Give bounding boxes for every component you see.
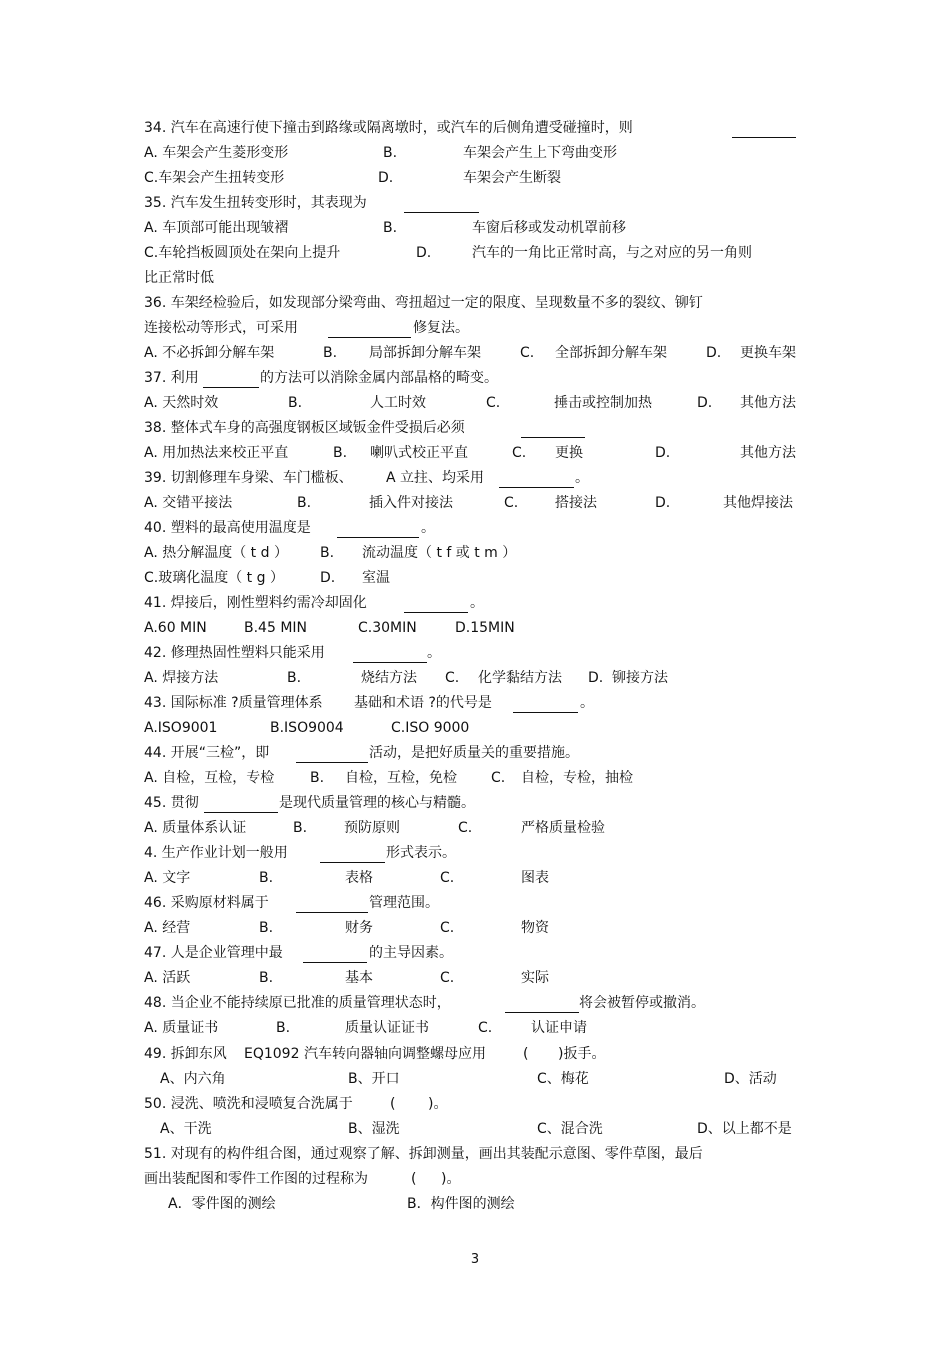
option-text: A. 天然时效 xyxy=(144,395,219,411)
option-text: 人工时效 xyxy=(370,395,426,411)
option-letter: B. xyxy=(310,770,325,786)
question-36-stem-tail: 修复法。 xyxy=(413,320,469,336)
option-text: 车架会产生断裂 xyxy=(463,170,561,186)
option-text: C.ISO 9000 xyxy=(391,720,470,736)
question-48-stem-tail: 将会被暂停或撤消。 xyxy=(579,995,705,1011)
option-text: A.60 MIN xyxy=(144,620,207,636)
answer-blank xyxy=(296,747,368,763)
option-text: A.ISO9001 xyxy=(144,720,218,736)
question-46-stem: 46. 采购原材料属于 xyxy=(144,895,269,911)
option-text: 财务 xyxy=(345,920,373,936)
option-letter: B. xyxy=(320,545,335,561)
question-45-stem-tail: 是现代质量管理的核心与精髓。 xyxy=(279,795,475,811)
option-text: C.车架会产生扭转变形 xyxy=(144,170,285,186)
option-letter: B. xyxy=(287,670,302,686)
option-letter: C. xyxy=(440,970,455,986)
option-text: 化学黏结方法 xyxy=(478,670,562,686)
option-text: B.45 MIN xyxy=(244,620,307,636)
option-text: C.车轮挡板圆顶处在架向上提升 xyxy=(144,245,341,261)
question-44-stem-tail: 活动，是把好质量关的重要措施。 xyxy=(369,745,579,761)
option-text: A. 焊接方法 xyxy=(144,670,219,686)
option-text: 捶击或控制加热 xyxy=(554,395,652,411)
option-text: 搭接法 xyxy=(555,495,597,511)
question-43-stem: 43. 国际标准 ?质量管理体系 xyxy=(144,695,323,711)
option-text: 预防原则 xyxy=(344,820,400,836)
answer-blank xyxy=(505,997,579,1013)
option-text: 室温 xyxy=(362,570,390,586)
option-text: 插入件对接法 xyxy=(369,495,453,511)
option-text: 更换车架 xyxy=(740,345,796,361)
question-48-stem: 48. 当企业不能持续原已批准的质量管理状态时， xyxy=(144,995,451,1011)
question-39-stem-tail: 。 xyxy=(575,470,589,486)
option-letter: D. xyxy=(416,245,432,261)
option-letter: C. xyxy=(445,670,460,686)
option-letter: B. xyxy=(259,870,274,886)
question-36-stem-line2: 连接松动等形式，可采用 xyxy=(144,320,298,336)
option-letter: C. xyxy=(440,920,455,936)
option-text: C.30MIN xyxy=(358,620,417,636)
option-text: A. 文字 xyxy=(144,870,191,886)
option-letter: C. xyxy=(478,1020,493,1036)
option-text: 基本 xyxy=(345,970,373,986)
question-37-stem-tail: 的方法可以消除金属内部晶格的畸变。 xyxy=(260,370,498,386)
option-letter: D. xyxy=(697,395,713,411)
question-36-stem: 36. 车架经检验后，如发现部分梁弯曲、弯扭超过一定的限度、呈现数量不多的裂纹、铆钉 xyxy=(144,295,703,311)
question-42-stem-tail: 。 xyxy=(427,645,441,661)
option-text: 更换 xyxy=(555,445,583,461)
option-text: B、湿洗 xyxy=(348,1121,400,1137)
option-text: 其他焊接法 xyxy=(723,495,793,511)
question-44-stem: 44. 开展“三检”，即 xyxy=(144,745,270,761)
option-letter: D. xyxy=(320,570,336,586)
question-39-stem-mid: A 立拄、均采用 xyxy=(386,470,485,486)
option-letter: B. xyxy=(259,970,274,986)
option-letter: B. xyxy=(297,495,312,511)
option-text: 实际 xyxy=(521,970,549,986)
option-text: A. 质量证书 xyxy=(144,1020,219,1036)
option-letter: B. xyxy=(323,345,338,361)
option-text: A. 活跃 xyxy=(144,970,191,986)
option-text: 局部拆卸分解车架 xyxy=(369,345,481,361)
option-letter: C. xyxy=(458,820,473,836)
option-letter: B. xyxy=(288,395,303,411)
option-text: D、以上都不是 xyxy=(697,1121,792,1137)
option-text: D.15MIN xyxy=(455,620,515,636)
option-text: D、活动 xyxy=(724,1071,777,1087)
option-text: 汽车的一角比正常时高，与之对应的另一角则 xyxy=(472,245,752,261)
option-letter: C. xyxy=(440,870,455,886)
option-text: 铆接方法 xyxy=(612,670,668,686)
option-text: 质量认证证书 xyxy=(345,1020,429,1036)
option-text: 认证申请 xyxy=(531,1020,587,1036)
option-letter: C. xyxy=(491,770,506,786)
answer-blank xyxy=(732,122,796,138)
question-34-option-row: A. 车架会产生菱形变形 xyxy=(144,145,289,161)
option-text: 物资 xyxy=(521,920,549,936)
question-51-stem-tail: )。 xyxy=(441,1171,461,1187)
question-43-stem-tail: 。 xyxy=(580,695,594,711)
option-text: A. 经营 xyxy=(144,920,191,936)
question-50-stem-tail: )。 xyxy=(428,1096,448,1112)
option-text: 烧结方法 xyxy=(361,670,417,686)
option-text: A. 不必拆卸分解车架 xyxy=(144,345,275,361)
option-text: B.ISO9004 xyxy=(270,720,344,736)
option-text: A、内六角 xyxy=(160,1071,226,1087)
option-text: C.玻璃化温度（ t g ） xyxy=(144,570,284,586)
bracket-open: ( xyxy=(523,1046,529,1062)
bracket-open: ( xyxy=(390,1096,396,1112)
option-text: 其他方法 xyxy=(740,395,796,411)
answer-blank xyxy=(513,697,578,713)
option-letter: C. xyxy=(520,345,535,361)
answer-blank xyxy=(521,422,585,438)
question-50-stem: 50. 浸洗、喷洗和浸喷复合洗属于 xyxy=(144,1096,353,1112)
question-4-stem-tail: 形式表示。 xyxy=(386,845,456,861)
answer-blank xyxy=(303,947,367,963)
question-42-stem: 42. 修理热固性塑料只能采用 xyxy=(144,645,325,661)
question-40-stem: 40. 塑料的最高使用温度是 xyxy=(144,520,311,536)
option-text: A．零件图的测绘 xyxy=(168,1196,276,1212)
option-text: A、干洗 xyxy=(160,1121,212,1137)
option-text: C、梅花 xyxy=(537,1071,589,1087)
question-39-stem: 39. 切割修理车身梁、车门槛板、 xyxy=(144,470,353,486)
question-41-stem: 41. 焊接后，刚性塑料约需冷却固化 xyxy=(144,595,367,611)
option-text: A. 交错平接法 xyxy=(144,495,233,511)
option-text: A. 质量体系认证 xyxy=(144,820,247,836)
question-49-stem: 49. 拆卸东风 xyxy=(144,1046,227,1062)
question-4-stem: 4. 生产作业计划一般用 xyxy=(144,845,288,861)
question-43-stem-mid: 基础和术语 ?的代号是 xyxy=(354,695,492,711)
question-35-stem: 35. 汽车发生扭转变形时，其表现为 xyxy=(144,195,367,211)
option-text: A. 用加热法来校正平直 xyxy=(144,445,289,461)
option-letter: B. xyxy=(383,220,398,236)
option-text: 全部拆卸分解车架 xyxy=(555,345,667,361)
option-text: 自检，互检，免检 xyxy=(345,770,457,786)
question-51-stem-line2: 画出装配图和零件工作图的过程称为 xyxy=(144,1171,368,1187)
answer-blank xyxy=(320,847,385,863)
option-letter: D. xyxy=(655,445,671,461)
answer-blank xyxy=(404,197,479,213)
question-38-stem: 38. 整体式车身的高强度钢板区域钣金件受损后必须 xyxy=(144,420,465,436)
option-letter: D. xyxy=(378,170,394,186)
answer-blank xyxy=(353,647,427,663)
answer-blank xyxy=(499,472,574,488)
option-text: 自检，专检，抽检 xyxy=(521,770,633,786)
option-text-continued: 比正常时低 xyxy=(144,270,214,286)
option-letter: B. xyxy=(276,1020,291,1036)
option-text: 严格质量检验 xyxy=(521,820,605,836)
question-47-stem-tail: 的主导因素。 xyxy=(369,945,453,961)
option-letter: D. xyxy=(706,345,722,361)
option-text: 流动温度（ t f 或 t m ） xyxy=(362,545,517,561)
option-letter: D. xyxy=(655,495,671,511)
question-41-stem-tail: 。 xyxy=(470,595,484,611)
option-text: A. 热分解温度（ t d ） xyxy=(144,545,288,561)
option-letter: D. xyxy=(588,670,604,686)
answer-blank xyxy=(404,597,468,613)
option-letter: B. xyxy=(383,145,398,161)
question-49-stem-tail: )扳手。 xyxy=(558,1046,606,1062)
option-text: 图表 xyxy=(521,870,549,886)
answer-blank xyxy=(204,797,278,813)
option-text: 车架会产生上下弯曲变形 xyxy=(463,145,617,161)
question-45-stem: 45. 贯彻 xyxy=(144,795,199,811)
option-text: 喇叭式校正平直 xyxy=(370,445,468,461)
option-letter: B. xyxy=(333,445,348,461)
option-letter: B. xyxy=(293,820,308,836)
option-text: A. 车顶部可能出现皱褶 xyxy=(144,220,289,236)
option-text: 车窗后移或发动机罩前移 xyxy=(472,220,626,236)
option-text: 表格 xyxy=(345,870,373,886)
option-letter: C. xyxy=(504,495,519,511)
option-text: B．构件图的测绘 xyxy=(407,1196,515,1212)
option-letter: B. xyxy=(259,920,274,936)
option-letter: C. xyxy=(512,445,527,461)
option-text: B、开口 xyxy=(348,1071,400,1087)
option-text: C、混合洗 xyxy=(537,1121,603,1137)
question-46-stem-tail: 管理范围。 xyxy=(369,895,439,911)
answer-blank xyxy=(203,372,259,388)
option-text: 其他方法 xyxy=(740,445,796,461)
question-40-stem-tail: 。 xyxy=(421,520,435,536)
question-34-stem: 34. 汽车在高速行使下撞击到路缘或隔离墩时，或汽车的后侧角遭受碰撞时，则 xyxy=(144,120,633,136)
answer-blank xyxy=(296,897,368,913)
option-text: A. 自检，互检，专检 xyxy=(144,770,275,786)
answer-blank xyxy=(337,522,419,538)
question-47-stem: 47. 人是企业管理中最 xyxy=(144,945,283,961)
question-51-stem: 51. 对现有的构件组合图，通过观察了解、拆卸测量，画出其装配示意图、零件草图，最后 xyxy=(144,1146,703,1162)
question-49-stem-mid: EQ1092 汽车转向器轴向调整螺母应用 xyxy=(244,1046,486,1062)
option-letter: C. xyxy=(486,395,501,411)
bracket-open: ( xyxy=(411,1171,417,1187)
question-37-stem: 37. 利用 xyxy=(144,370,199,386)
page-number: 3 xyxy=(470,1252,480,1267)
answer-blank xyxy=(328,322,411,338)
